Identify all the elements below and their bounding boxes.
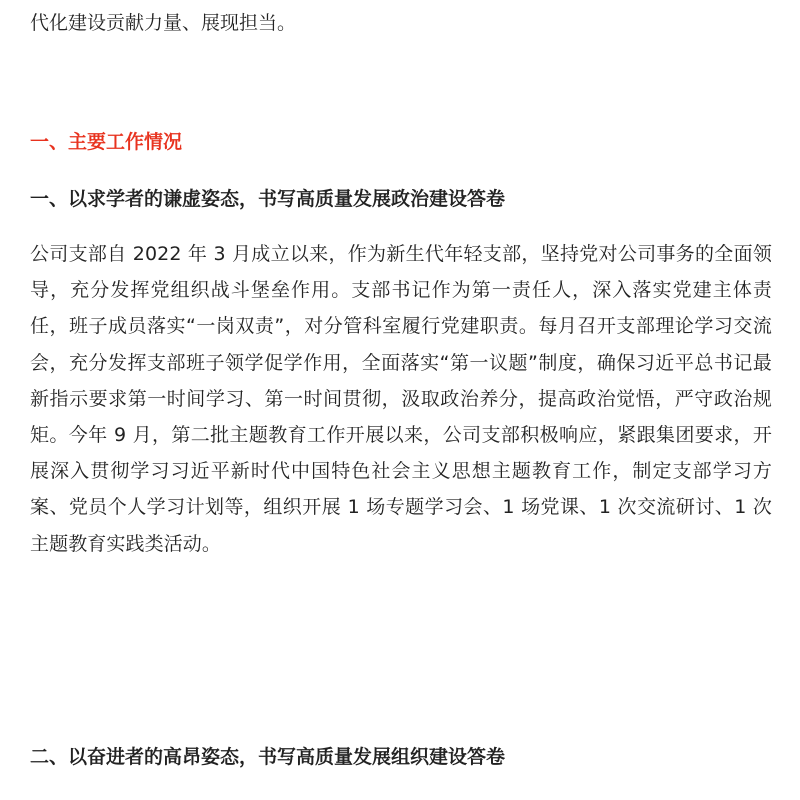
section-title: 一、主要工作情况 bbox=[30, 131, 183, 153]
top-line: 代化建设贡献力量、展现担当。 bbox=[30, 12, 297, 34]
subheading-organization: 二、以奋进者的高昂姿态，书写高质量发展组织建设答卷 bbox=[30, 746, 506, 768]
subheading-political: 一、以求学者的谦虚姿态，书写高质量发展政治建设答卷 bbox=[30, 188, 506, 210]
body-paragraph: 公司支部自 2022 年 3 月成立以来，作为新生代年轻支部，坚持党对公司事务的全面领导，充分发挥党组织战斗堡垒作用。支部书记作为第一责任人，深入落实党建主体责任，班子成员落实“一岗双责”，对分管科室履行党建职责。每月召开支部理论学习交流会，充分发挥支部班子领学促学作用，全面落实“第一议题”制度，确保习近平总书记最新指示要求第一时间学习、第一时间贯彻，汲取政治养分，提高政治觉悟，严守政治规矩。今年 9 月，第二批主题教育工作开展以来，公司支部积极响应，紧跟集团要求，开展深入贯彻学习习近平新时代中国特色社会主义思想主题教育工作，制定支部学习方案、党员个人学习计划等，组织开展 1 场专题学习会、1 场党课、1 次交流研讨、1 次主题教育实践类活动。 bbox=[30, 243, 772, 555]
